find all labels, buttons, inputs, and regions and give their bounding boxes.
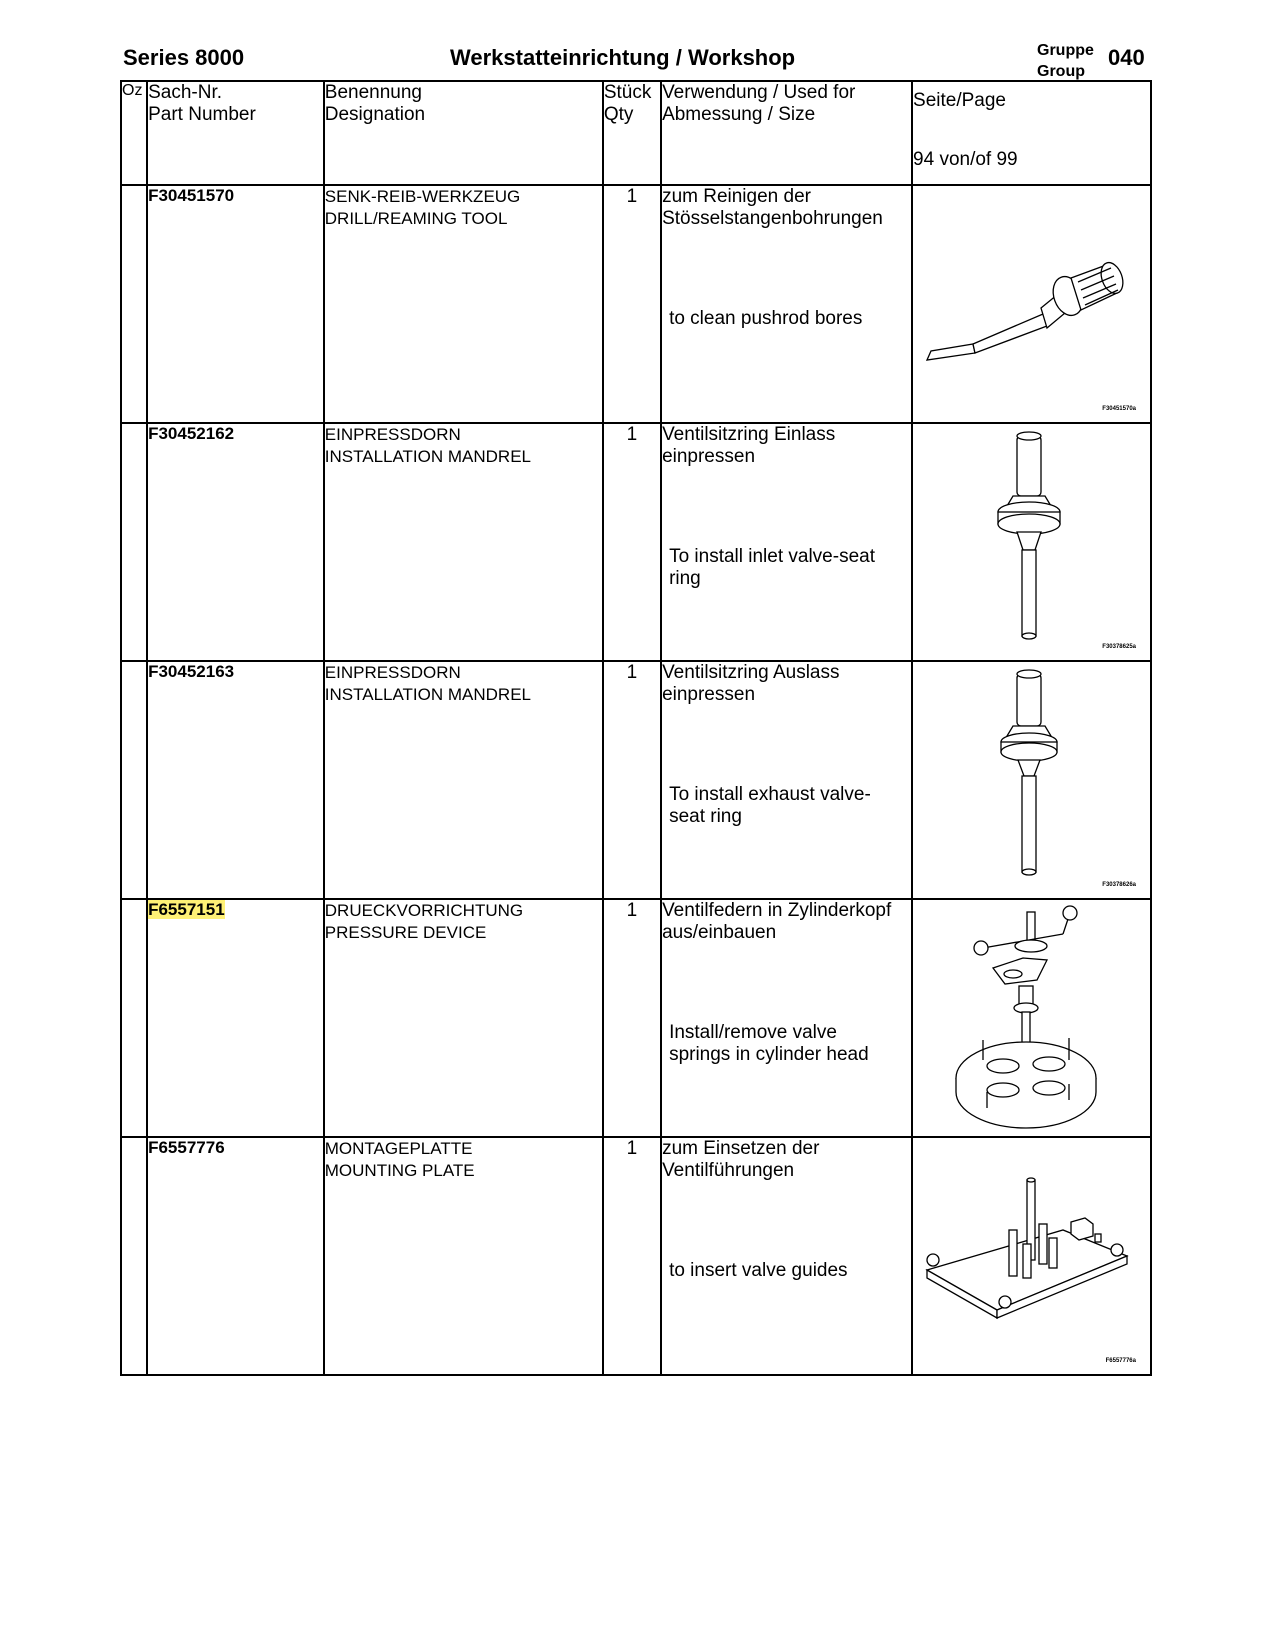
oz-cell: [121, 661, 147, 899]
parts-table: [120, 80, 1152, 1376]
col-header-qty-en: Qty: [603, 104, 634, 125]
table-row: [121, 185, 1151, 423]
table-row: [121, 899, 1151, 1137]
col-header-use: [661, 81, 912, 185]
figure-cell: [912, 1137, 1151, 1375]
figure-cell: [912, 185, 1151, 423]
oz-cell: [121, 1137, 147, 1375]
usage-cell: [661, 1137, 912, 1375]
table-row: [121, 423, 1151, 661]
figure-reference: F30378626a: [1102, 882, 1136, 888]
col-header-qty-de: Stück: [603, 82, 652, 103]
qty: 1: [603, 423, 661, 661]
figure-reference: F30451570a: [1102, 406, 1136, 412]
col-header-part-number-de: Sach-Nr.: [148, 82, 223, 103]
page-number: 94 von/of 99: [913, 149, 1018, 170]
part-number: F6557151: [148, 900, 225, 919]
usage-cell: [661, 899, 912, 1137]
col-header-use-de: Verwendung / Used for: [662, 82, 856, 103]
usage-cell: [661, 185, 912, 423]
designation-cell: [324, 1137, 603, 1375]
col-header-part-number: [147, 81, 324, 185]
designation-de: MONTAGEPLATTE: [324, 1139, 473, 1158]
col-header-qty: [603, 81, 661, 185]
qty: 1: [603, 1137, 661, 1375]
oz-cell: [121, 185, 147, 423]
col-header-part-number-en: Part Number: [148, 104, 256, 125]
designation-cell: [324, 661, 603, 899]
installation-mandrel-icon: [913, 424, 1151, 658]
oz-cell: [121, 423, 147, 661]
pressure-device-icon: [913, 900, 1151, 1134]
part-number: F30451570: [147, 185, 324, 423]
usage-cell: [661, 423, 912, 661]
qty: 1: [603, 185, 661, 423]
installation-mandrel-icon: [913, 662, 1151, 896]
drill-reaming-tool-icon: [913, 186, 1151, 420]
designation-en: PRESSURE DEVICE: [324, 923, 487, 942]
usage-en: Install/remove valve springs in cylinder head: [669, 1022, 869, 1065]
col-header-oz: Oz: [121, 81, 147, 185]
designation-en: INSTALLATION MANDREL: [324, 685, 532, 704]
mounting-plate-icon: [913, 1138, 1151, 1372]
group-label-de: Gruppe: [1037, 42, 1094, 59]
group-label: [1037, 40, 1094, 82]
series-label: Series 8000: [123, 45, 245, 70]
usage-de: Ventilfedern in Zylinderkopf aus/einbauen: [662, 900, 892, 943]
usage-en: to clean pushrod bores: [669, 308, 863, 329]
figure-reference: F6557776a: [1105, 1358, 1136, 1364]
designation-cell: [324, 423, 603, 661]
designation-de: EINPRESSDORN: [324, 425, 461, 444]
designation-en: INSTALLATION MANDREL: [324, 447, 532, 466]
col-header-use-en: Abmessung / Size: [662, 104, 816, 125]
table-row: [121, 661, 1151, 899]
group-number: 040: [1108, 45, 1145, 70]
designation-en: DRILL/REAMING TOOL: [324, 209, 508, 228]
designation-cell: [324, 899, 603, 1137]
usage-de: Ventilsitzring Auslass einpressen: [662, 662, 840, 705]
usage-cell: [661, 661, 912, 899]
designation-de: SENK-REIB-WERKZEUG: [324, 187, 521, 206]
usage-en: To install inlet valve-seat ring: [669, 546, 875, 589]
table-header-row: [121, 81, 1151, 185]
part-number: F30452162: [147, 423, 324, 661]
col-header-designation-en: Designation: [324, 104, 426, 125]
part-number: F6557776: [147, 1137, 324, 1375]
figure-cell: [912, 661, 1151, 899]
part-number: F30452163: [147, 661, 324, 899]
page-title: Werkstatteinrichtung / Workshop: [450, 45, 796, 70]
usage-en: To install exhaust valve-seat ring: [669, 784, 871, 827]
figure-cell: [912, 423, 1151, 661]
oz-cell: [121, 899, 147, 1137]
designation-de: DRUECKVORRICHTUNG: [324, 901, 524, 920]
usage-de: zum Einsetzen der Ventilführungen: [662, 1138, 820, 1181]
designation-cell: [324, 185, 603, 423]
group-label-en: Group: [1037, 63, 1085, 80]
figure-reference: F30378625a: [1102, 644, 1136, 650]
part-number-cell: [147, 899, 324, 1137]
col-header-designation-de: Benennung: [324, 82, 422, 103]
page-label: Seite/Page: [913, 90, 1006, 111]
usage-en: to insert valve guides: [669, 1260, 848, 1281]
qty: 1: [603, 661, 661, 899]
designation-en: MOUNTING PLATE: [324, 1161, 475, 1180]
usage-de: Ventilsitzring Einlass einpressen: [662, 424, 836, 467]
qty: 1: [603, 899, 661, 1137]
col-header-designation: [324, 81, 603, 185]
table-row: [121, 1137, 1151, 1375]
figure-cell: [912, 899, 1151, 1137]
usage-de: zum Reinigen der Stösselstangenbohrungen: [662, 186, 883, 229]
page-header: [120, 40, 1150, 80]
col-header-page: [912, 81, 1151, 185]
designation-de: EINPRESSDORN: [324, 663, 461, 682]
